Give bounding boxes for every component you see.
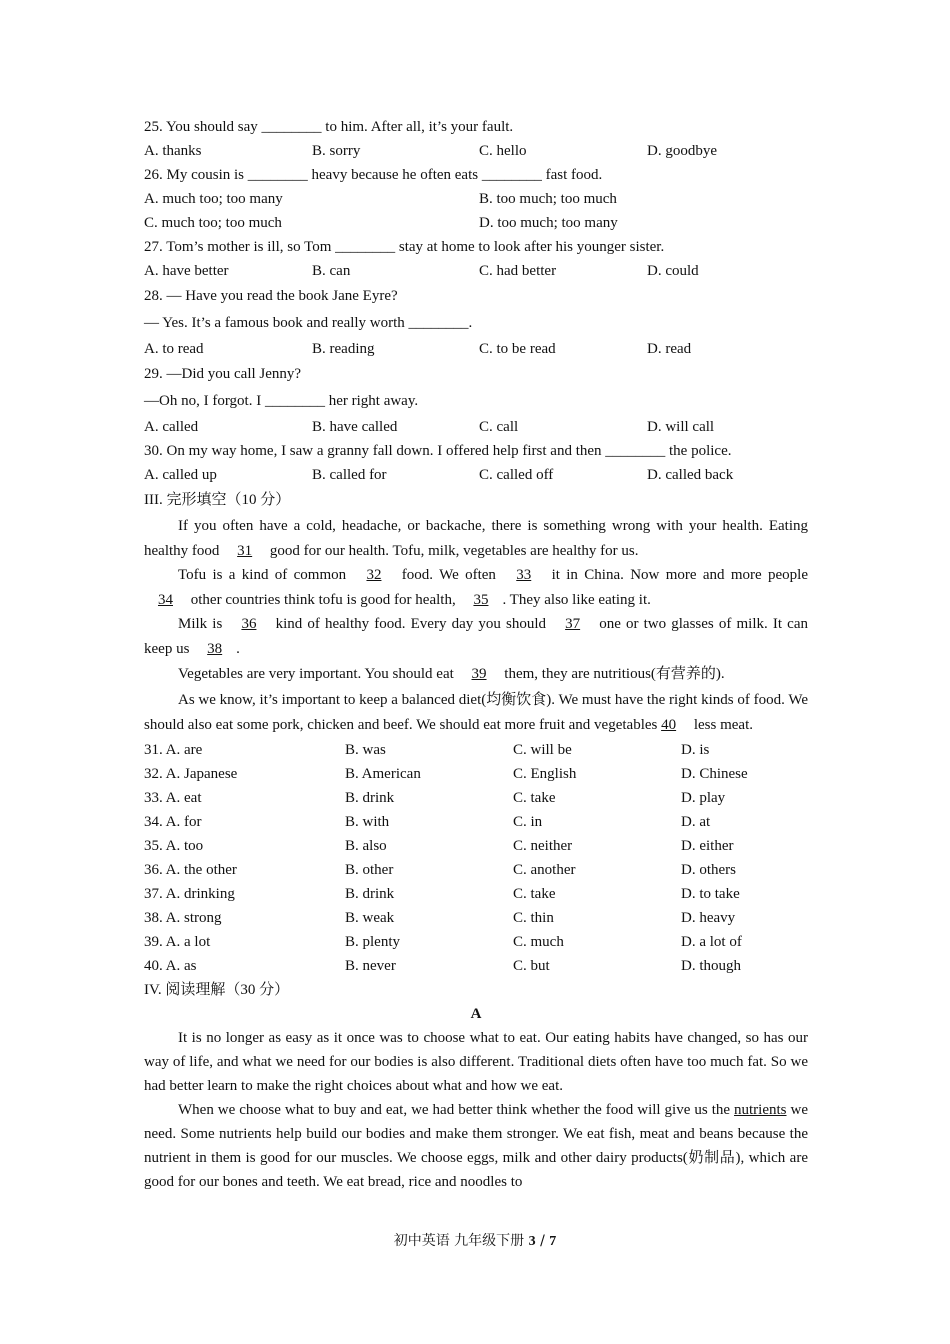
option: D. though	[681, 958, 741, 974]
cloze-option-row	[144, 738, 808, 762]
option: B. was	[345, 742, 386, 758]
option: A. to read	[144, 341, 204, 357]
option: A. called up	[144, 467, 217, 483]
option: 33. A. eat	[144, 790, 202, 806]
question-28-line2: — Yes. It’s a famous book and really worth ________.	[144, 315, 473, 331]
cloze-option-row	[144, 858, 808, 882]
cloze-option-row	[144, 930, 808, 954]
option: D. will call	[647, 419, 715, 435]
page-footer	[0, 1230, 950, 1250]
option: C. English	[513, 766, 577, 782]
option: D. read	[647, 341, 692, 357]
cloze-paragraph-2: Tofu is a kind of common 32 food. We often 33 it in China. Now more and more people 34 other countries think tofu is good for health, 35 . They also like eating it.	[144, 563, 808, 612]
option: D. heavy	[681, 910, 736, 926]
option: C. to be read	[479, 341, 556, 357]
footer-page-number: 3	[528, 1234, 536, 1249]
options-29	[144, 415, 808, 439]
footer-separator: /	[535, 1233, 550, 1249]
question-29-line2: —Oh no, I forgot. I ________ her right away.	[144, 393, 419, 409]
option: C. called off	[479, 467, 554, 483]
section-4-title: IV. 阅读理解（30 分）	[144, 982, 290, 998]
option: B. have called	[312, 419, 398, 435]
option: D. either	[681, 838, 734, 854]
cloze-option-row	[144, 834, 808, 858]
option: B. drink	[345, 790, 395, 806]
cloze-paragraph-1: If you often have a cold, headache, or backache, there is something wrong with your health. Eating healthy food 31 good for our health. Tofu, milk, vegetables are healthy for us.	[144, 518, 808, 559]
option: B. weak	[345, 910, 395, 926]
reading-paragraph-1: It is no longer as easy as it once was to choose what to eat. Our eating habits have changed, so has our way of life, and what we need for our bodies is also different. Traditional diets often have too much fat. So we had better learn to make the right choices about what and how we eat.	[144, 1030, 808, 1094]
options-26-row1	[144, 187, 808, 211]
option: D. could	[647, 263, 699, 279]
option: 39. A. a lot	[144, 934, 211, 950]
exam-page	[144, 115, 808, 1194]
option: D. Chinese	[681, 766, 748, 782]
footer-page-total: 7	[549, 1234, 557, 1249]
blank-40: 40	[661, 717, 677, 733]
blank-33: 33	[516, 567, 532, 583]
options-30	[144, 463, 808, 487]
option: 31. A. are	[144, 742, 203, 758]
option: C. hello	[479, 143, 527, 159]
option: A. thanks	[144, 143, 202, 159]
option: B. sorry	[312, 143, 361, 159]
option: C. much	[513, 934, 564, 950]
option: C. will be	[513, 742, 572, 758]
option: B. plenty	[345, 934, 400, 950]
options-28	[144, 337, 808, 361]
option: B. American	[345, 766, 421, 782]
question-25: 25. You should say ________ to him. After all, it’s your fault.	[144, 119, 514, 135]
option: B. never	[345, 958, 396, 974]
question-26: 26. My cousin is ________ heavy because he often eats ________ fast food.	[144, 167, 603, 183]
option: C. but	[513, 958, 550, 974]
option: B. with	[345, 814, 390, 830]
option: D. at	[681, 814, 711, 830]
question-27: 27. Tom’s mother is ill, so Tom ________ stay at home to look after his younger sister.	[144, 239, 665, 255]
cloze-paragraph-4: Vegetables are very important. You should eat 39 them, they are nutritious(有营养的).	[178, 666, 725, 682]
question-29-line1: 29. —Did you call Jenny?	[144, 366, 302, 382]
cloze-paragraph-3: Milk is 36 kind of healthy food. Every day you should 37 one or two glasses of milk. It can keep us 38 .	[144, 616, 808, 657]
option: 36. A. the other	[144, 862, 237, 878]
footer-subject: 初中英语 九年级下册	[393, 1233, 529, 1249]
cloze-options	[144, 738, 808, 978]
option: B. too much; too much	[479, 191, 617, 207]
section-3-title: III. 完形填空（10 分）	[144, 492, 291, 508]
option: D. too much; too many	[479, 215, 618, 231]
option: C. another	[513, 862, 576, 878]
option: A. have better	[144, 263, 229, 279]
option: C. take	[513, 886, 556, 902]
blank-39: 39	[471, 666, 487, 682]
option: C. neither	[513, 838, 573, 854]
cloze-option-row	[144, 882, 808, 906]
option: D. play	[681, 790, 726, 806]
reading-paragraph-2: When we choose what to buy and eat, we had better think whether the food will give us the nutrients we need. Some nutrients help build our bodies and make them stronger. We eat fish, meat and beans because the nutrient in them is good for our muscles. We choose eggs, milk and other dairy products(奶制品), which are good for our bones and teeth. We eat bread, rice and noodles to	[144, 1102, 808, 1190]
option: 34. A. for	[144, 814, 202, 830]
option: C. much too; too much	[144, 215, 282, 231]
option: B. other	[345, 862, 394, 878]
blank-31: 31	[237, 542, 253, 559]
cloze-option-row	[144, 954, 808, 978]
option: B. can	[312, 263, 351, 279]
options-25	[144, 139, 808, 163]
option: D. goodbye	[647, 143, 717, 159]
option: C. call	[479, 419, 519, 435]
option: B. called for	[312, 467, 387, 483]
cloze-option-row	[144, 786, 808, 810]
option: D. is	[681, 742, 710, 758]
option: B. also	[345, 838, 387, 854]
blank-37: 37	[565, 616, 581, 632]
options-26-row2	[144, 211, 808, 235]
cloze-option-row	[144, 906, 808, 930]
cloze-paragraph-5: As we know, it’s important to keep a balanced diet(均衡饮食). We must have the right kinds of food. We should also eat some pork, chicken and beef. We should eat more fruit and vegetables 40 less meat.	[144, 692, 808, 733]
option: A. much too; too many	[144, 191, 283, 207]
option: D. a lot of	[681, 934, 742, 950]
option: 32. A. Japanese	[144, 766, 238, 782]
option: 40. A. as	[144, 958, 197, 974]
blank-38: 38	[207, 640, 223, 657]
question-28-line1: 28. — Have you read the book Jane Eyre?	[144, 288, 398, 304]
option: D. called back	[647, 467, 734, 483]
cloze-option-row	[144, 810, 808, 834]
blank-34: 34	[158, 591, 173, 608]
option: D. others	[681, 862, 736, 878]
option: C. take	[513, 790, 556, 806]
underlined-word: nutrients	[734, 1102, 787, 1118]
option: D. to take	[681, 886, 740, 902]
option: C. thin	[513, 910, 554, 926]
blank-36: 36	[241, 616, 257, 632]
passage-label: A	[470, 1006, 482, 1022]
option: B. drink	[345, 886, 395, 902]
options-27	[144, 259, 808, 283]
option: 35. A. too	[144, 838, 204, 854]
option: B. reading	[312, 341, 375, 357]
option: 37. A. drinking	[144, 886, 235, 902]
option: 38. A. strong	[144, 910, 222, 926]
cloze-option-row	[144, 762, 808, 786]
blank-32: 32	[366, 567, 382, 583]
question-30: 30. On my way home, I saw a granny fall down. I offered help first and then ________ the police.	[144, 443, 732, 459]
option: A. called	[144, 419, 199, 435]
blank-35: 35	[473, 591, 489, 608]
option: C. had better	[479, 263, 557, 279]
option: C. in	[513, 814, 543, 830]
